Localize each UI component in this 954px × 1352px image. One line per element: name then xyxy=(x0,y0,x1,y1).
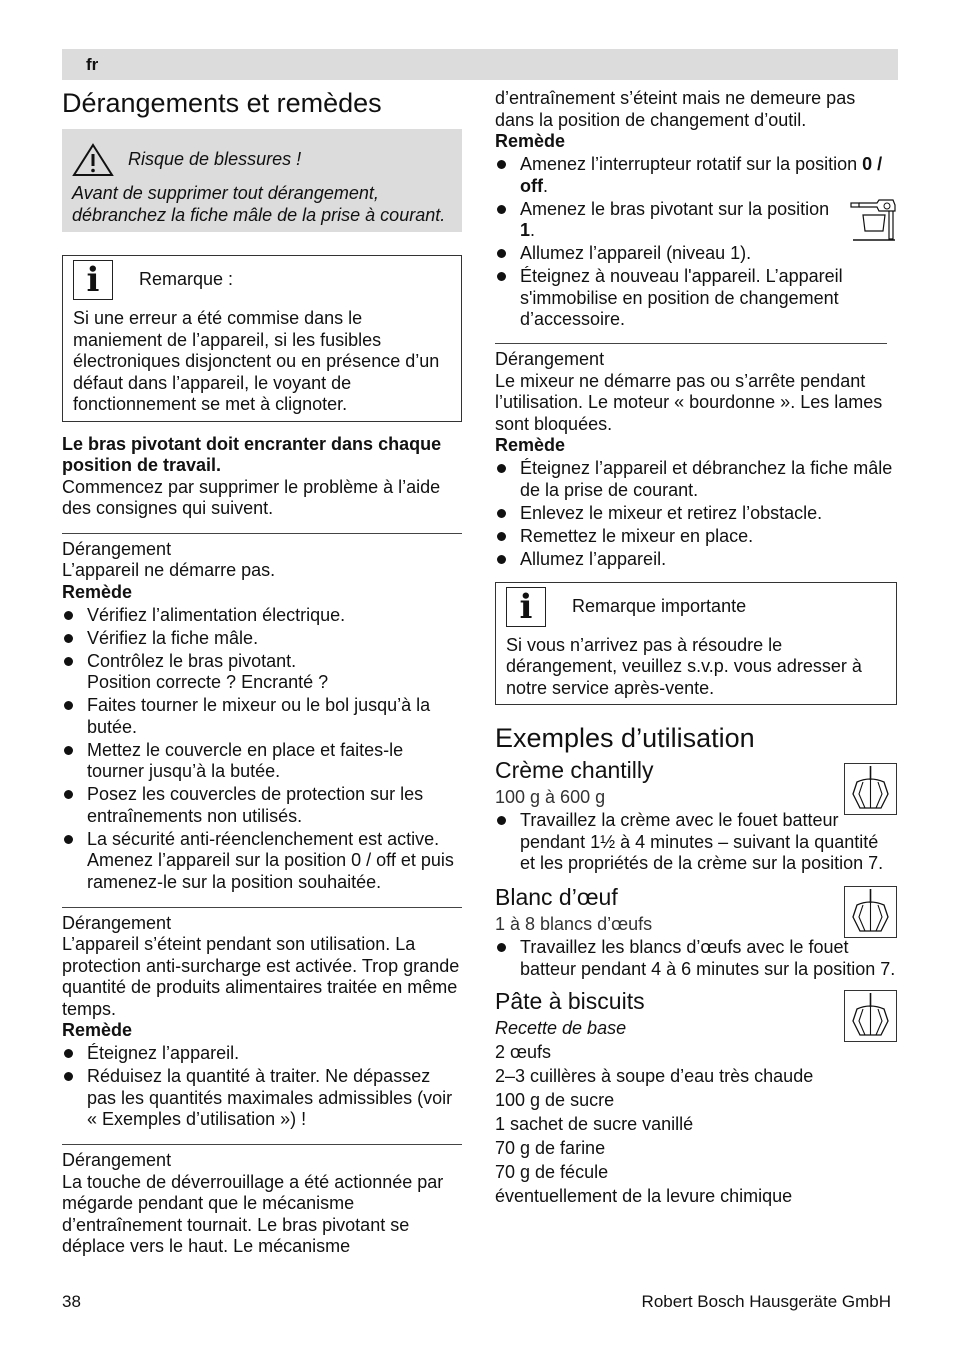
fault-desc: L’appareil ne démarre pas. xyxy=(62,560,276,580)
list-item: Travaillez les blancs d’œufs avec le fouet batteur pendant 4 à 6 minutes sur la position 7. xyxy=(495,937,897,980)
list-item: Éteignez à nouveau l'appareil. L’appareil s'immobilise en position de changement d’accessoire. xyxy=(495,266,897,331)
list-item: Travaillez la crème avec le fouet batteur pendant 1½ à 4 minutes – suivant la quantité et les propriétés de la crème sur la position 7. xyxy=(495,810,897,875)
list-item: Éteignez l’appareil et débranchez la fiche mâle de la prise de courant. xyxy=(495,458,897,501)
whisk-picture xyxy=(844,990,897,1042)
remedy-label: Remède xyxy=(495,435,566,455)
fault-desc: Le mixeur ne démarre pas ou s’arrête pendant l’utilisation. Le moteur « bourdonne ». Les lames sont bloquées. xyxy=(495,370,883,434)
footer-company: Robert Bosch Hausgeräte GmbH xyxy=(641,1292,891,1311)
continued-text: d’entraînement s’éteint mais ne demeure pas dans la position de changement d’outil. xyxy=(495,88,856,130)
list-item: Mettez le couvercle en place et faites-le tourner jusqu’à la butée. xyxy=(62,740,462,783)
list-item: Vérifiez la fiche mâle. xyxy=(62,628,462,650)
important-note-box xyxy=(495,582,897,706)
left-column xyxy=(62,88,462,1258)
fault-label: Dérangement xyxy=(62,538,172,559)
list-item xyxy=(62,651,462,694)
note-title: Remarque importante xyxy=(572,595,747,616)
fault-label: Dérangement xyxy=(62,1150,172,1170)
ingredient-list xyxy=(495,1040,897,1208)
example-quantity: 100 g à 600 g xyxy=(495,787,606,807)
list-item: Allumez l’appareil. xyxy=(495,549,897,571)
note-title: Remarque : xyxy=(139,269,234,290)
recipe-subtitle: Recette de base xyxy=(495,1017,627,1038)
warning-title: Risque de blessures ! xyxy=(128,149,302,170)
language-bar xyxy=(62,49,898,80)
list-item: Allumez l’appareil (niveau 1). xyxy=(495,243,897,265)
remedy-label: Remède xyxy=(62,581,133,602)
whisk-icon xyxy=(845,764,896,814)
remedy-list xyxy=(495,458,897,570)
intro-text: Commencez par supprimer le problème à l’aide des consignes qui suivent. xyxy=(62,476,441,518)
note-box xyxy=(62,255,462,422)
example-egg-white xyxy=(495,884,897,980)
example-cream xyxy=(495,757,897,875)
info-icon: i xyxy=(73,260,113,300)
whisk-icon xyxy=(845,887,896,937)
list-item xyxy=(495,199,897,242)
section-title: Exemples d’utilisation xyxy=(495,723,755,753)
mixer-arm-position-icon xyxy=(849,197,897,243)
list-item-text: Contrôlez le bras pivotant. xyxy=(87,650,297,671)
fault-label: Dérangement xyxy=(62,912,172,933)
page-number: 38 xyxy=(62,1292,81,1311)
remedy-list xyxy=(62,605,462,894)
remedy-list xyxy=(62,1043,462,1131)
list-item: Réduisez la quantité à traiter. Ne dépassez pas les quantités maximales admissibles (voir « Exemples d’utilisation ») ! xyxy=(62,1066,462,1131)
list-item: Posez les couvercles de protection sur les entraînements non utilisés. xyxy=(62,784,462,827)
language-label: fr xyxy=(86,55,99,74)
list-item: Éteignez l’appareil. xyxy=(62,1043,462,1065)
intro-bold: Le bras pivotant doit encranter dans chaque position de travail. xyxy=(62,433,442,475)
example-title: Blanc d’œuf xyxy=(495,884,618,910)
list-item: Remettez le mixeur en place. xyxy=(495,526,897,548)
remedy-list xyxy=(495,154,897,331)
fault-desc: L’appareil s’éteint pendant son utilisation. La protection anti-surcharge est activée. Trop grande quantité de produits alimentaires traitée en même temps. xyxy=(62,934,460,1019)
ingredient: 70 g de farine xyxy=(495,1137,606,1158)
example-title: Crème chantilly xyxy=(495,757,654,783)
list-item: La sécurité anti-réenclenchement est active. Amenez l’appareil sur la position 0 / off et puis ramenez-le sur la position souhaitée. xyxy=(62,829,462,894)
list-item: Vérifiez l’alimentation électrique. xyxy=(62,605,462,627)
ingredient: 2 œufs xyxy=(495,1041,552,1062)
whisk-picture xyxy=(844,886,897,938)
example-quantity: 1 à 8 blancs d’œufs xyxy=(495,914,653,934)
remedy-label: Remède xyxy=(495,131,566,151)
note-text: Si une erreur a été commise dans le maniement de l’appareil, si les fusibles électroniques disjonctent ou en présence d’un défaut dans l’appareil, le voyant de fonctionnement se met à clignoter. xyxy=(73,308,440,414)
note-header xyxy=(506,587,886,627)
whisk-icon xyxy=(845,991,896,1041)
example-biscuit xyxy=(495,988,897,1208)
right-column xyxy=(495,88,897,1208)
list-item-text: . xyxy=(542,175,548,196)
example-steps xyxy=(495,937,897,980)
warning-icon xyxy=(72,143,114,177)
list-item: Enlevez le mixeur et retirez l’obstacle. xyxy=(495,503,897,525)
list-item xyxy=(495,154,897,197)
list-item-text: Amenez l’interrupteur rotatif sur la position xyxy=(520,154,863,174)
list-item-text: Position correcte ? Encranté ? xyxy=(87,672,329,692)
section-title: Dérangements et remèdes xyxy=(62,88,382,118)
list-item: Faites tourner le mixeur ou le bol jusqu’à la butée. xyxy=(62,695,462,738)
example-title: Pâte à biscuits xyxy=(495,987,645,1014)
fault-label: Dérangement xyxy=(495,349,605,369)
note-text: Si vous n’arrivez pas à résoudre le dérangement, veuillez s.v.p. vous adresser à notre service après-vente. xyxy=(506,634,862,698)
fault-desc: La touche de déverrouillage a été actionnée par mégarde pendant que le mécanisme d’entraînement tournait. Le bras pivotant se déplace vers le haut. Le mécanisme xyxy=(62,1171,444,1256)
remedy-label: Remède xyxy=(62,1020,133,1040)
example-steps xyxy=(495,810,897,875)
ingredient: 1 sachet de sucre vanillé xyxy=(495,1113,694,1134)
warning-text: Avant de supprimer tout dérangement, débranchez la fiche mâle de la prise à courant. xyxy=(72,183,446,225)
position-value: 0 / off xyxy=(520,154,883,196)
list-item-text: . xyxy=(530,220,536,240)
ingredient: éventuellement de la levure chimique xyxy=(495,1185,793,1206)
ingredient: 2–3 cuillères à soupe d’eau très chaude xyxy=(495,1065,814,1086)
ingredient: 70 g de fécule xyxy=(495,1161,609,1182)
whisk-picture xyxy=(844,763,897,815)
note-header xyxy=(73,260,451,300)
list-item-text: Amenez le bras pivotant sur la position xyxy=(520,198,830,219)
position-value: 1 xyxy=(520,220,531,240)
info-icon: i xyxy=(506,587,546,627)
warning-box xyxy=(62,129,462,232)
ingredient: 100 g de sucre xyxy=(495,1089,615,1110)
warning-header xyxy=(72,143,452,177)
